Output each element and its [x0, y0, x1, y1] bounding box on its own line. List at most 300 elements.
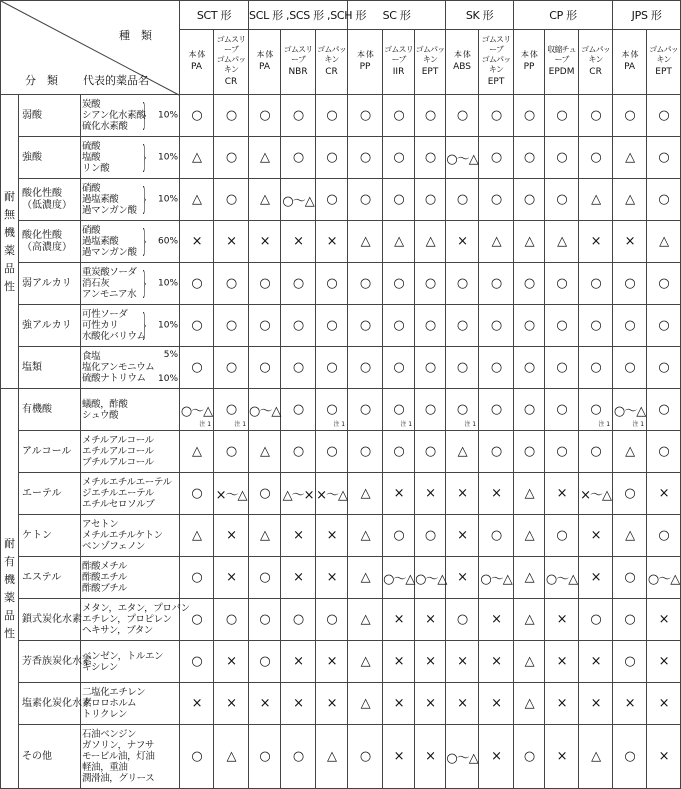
- material-label: NBR: [288, 67, 308, 78]
- rating-cell: [446, 137, 479, 179]
- rating-symbol: ○: [624, 318, 635, 333]
- rating-cell: [647, 389, 681, 431]
- rating-symbol: ○: [326, 108, 337, 123]
- rating-symbol: ○: [556, 402, 567, 417]
- rating-symbol: ×: [556, 696, 567, 711]
- rating-cell: [545, 347, 579, 389]
- rating-symbol: △: [360, 528, 370, 543]
- rating-cell: [514, 347, 545, 389]
- rating-symbol: ○: [259, 654, 270, 669]
- rating-symbol: ○: [456, 276, 468, 291]
- rating-symbol: ○: [523, 276, 535, 291]
- group-label-char: 耐: [4, 536, 15, 550]
- part-label: 本 体: [621, 50, 638, 60]
- brace-icon: }: [141, 139, 148, 175]
- chemical-class: [19, 641, 92, 683]
- rating-symbol: ○: [359, 749, 371, 764]
- rating-cell: [415, 347, 446, 389]
- rating-cell: [348, 305, 383, 347]
- part-header: [647, 30, 681, 95]
- rating-symbol: ○: [556, 192, 567, 207]
- series-header: [180, 1, 249, 30]
- drug-name: ガソリン，ナフサ: [82, 739, 155, 751]
- drug-list: [82, 561, 127, 595]
- rating-note: 注 1: [234, 421, 247, 428]
- drug-name: 二塩化エチレン: [82, 686, 146, 698]
- rating-symbol: △: [226, 749, 236, 764]
- part-header: [383, 30, 415, 95]
- rating-cell: [446, 95, 479, 137]
- rating-cell: [545, 179, 579, 221]
- rating-cell: [613, 263, 647, 305]
- rating-symbol: ×: [326, 570, 337, 585]
- part-label: ゴムパッキン: [581, 45, 610, 65]
- rating-symbol: ○: [424, 444, 436, 459]
- rating-symbol: ○: [624, 276, 635, 291]
- rating-cell: [479, 725, 514, 789]
- rating-cell: [383, 431, 415, 473]
- rating-symbol: ×: [457, 696, 468, 711]
- rating-cell: [545, 263, 579, 305]
- chemical-class-line: 弱アルカリ: [22, 277, 72, 289]
- rating-symbol: ○: [590, 612, 601, 627]
- rating-symbol: ×: [425, 654, 436, 669]
- rating-symbol: ○: [658, 192, 669, 207]
- drug-name: メチルエチルエーテル: [82, 476, 172, 488]
- rating-cell: [316, 641, 348, 683]
- rating-cell: [249, 347, 281, 389]
- rating-cell: [415, 641, 446, 683]
- drug-name: 水酸化バリウム: [82, 331, 146, 343]
- rating-symbol: ○: [191, 318, 202, 333]
- rating-cell: [479, 515, 514, 557]
- rating-symbol: ○: [292, 276, 304, 291]
- rating-cell: [383, 641, 415, 683]
- drug-name: キシレン: [82, 661, 118, 673]
- rating-cell: [180, 431, 214, 473]
- rating-cell: [613, 599, 647, 641]
- rating-symbol: ○: [225, 360, 237, 375]
- rating-symbol: ×: [226, 528, 236, 543]
- rating-cell: [383, 599, 415, 641]
- rating-cell: [281, 95, 316, 137]
- rating-cell: [316, 137, 348, 179]
- rating-cell: [514, 515, 545, 557]
- rating-cell: [479, 137, 514, 179]
- table-row: [1, 389, 681, 431]
- rating-cell: [281, 263, 316, 305]
- rating-symbol: ○: [424, 108, 436, 123]
- rating-cell: [415, 599, 446, 641]
- rating-cell: [281, 557, 316, 599]
- rating-cell: [545, 389, 579, 431]
- rating-cell: [249, 137, 281, 179]
- rating-symbol: ○: [556, 360, 567, 375]
- header-corner: [1, 1, 180, 95]
- rating-symbol: ○: [225, 150, 237, 165]
- drug-name: 硫酸ナトリウム: [82, 373, 146, 385]
- rating-symbol: ○: [393, 108, 404, 123]
- rating-symbol: ×: [326, 696, 337, 711]
- drug-name: 塩化アンモニウム: [82, 361, 155, 373]
- series-header: [613, 1, 681, 30]
- drug-name: 酢酸メチル: [82, 560, 128, 572]
- chemical-class-line: 酸化性酸: [22, 187, 62, 199]
- rating-note: 注 1: [598, 421, 611, 428]
- rating-cell: [579, 347, 613, 389]
- rating-symbol: ×: [491, 696, 502, 711]
- group-label-char: 機: [4, 572, 15, 586]
- representative-drugs: [81, 431, 180, 473]
- part-label: ゴムパッキン: [649, 45, 678, 65]
- table-row: [1, 515, 681, 557]
- brace-icon: }: [141, 223, 148, 259]
- drug-list: [82, 309, 146, 343]
- rating-cell: [214, 347, 249, 389]
- drug-name: 石油ベンジン: [82, 728, 137, 740]
- rating-cell: [249, 641, 281, 683]
- drug-name: 酢酸エチル: [82, 571, 128, 583]
- rating-symbol: ○: [326, 150, 337, 165]
- rating-cell: [249, 179, 281, 221]
- material-label: CR: [224, 77, 238, 88]
- concentration: 10%: [158, 320, 179, 331]
- rating-symbol: △: [625, 444, 635, 459]
- rating-cell: [316, 515, 348, 557]
- rating-symbol: ○: [658, 402, 669, 417]
- rating-cell: [514, 725, 545, 789]
- rating-symbol: ○〜△: [383, 572, 415, 587]
- part-header: [579, 30, 613, 95]
- material-label: ABS: [453, 62, 471, 73]
- table-row: [1, 473, 681, 515]
- rating-symbol: ○: [590, 108, 601, 123]
- rating-symbol: ○: [393, 276, 404, 291]
- rating-note: 注 1: [199, 421, 212, 428]
- rating-cell: [613, 641, 647, 683]
- rating-cell: [647, 221, 681, 263]
- rating-cell: [545, 641, 579, 683]
- rating-symbol: ×: [590, 696, 601, 711]
- rating-cell: [249, 599, 281, 641]
- drug-name: 酢酸ブチル: [82, 583, 128, 595]
- series-name: SCL 形 ,SCS 形 ,SCH 形: [249, 9, 367, 22]
- rating-cell: [514, 389, 545, 431]
- rating-cell: [415, 305, 446, 347]
- rating-symbol: ○: [424, 150, 436, 165]
- rating-symbol: ×: [393, 612, 404, 627]
- rating-cell: [415, 473, 446, 515]
- rating-symbol: ○〜△: [282, 194, 314, 209]
- rating-cell: [383, 263, 415, 305]
- rating-symbol: ○: [490, 402, 502, 417]
- rating-cell: [514, 557, 545, 599]
- rating-cell: [316, 95, 348, 137]
- table-row: [1, 641, 681, 683]
- rating-cell: [180, 95, 214, 137]
- chemical-class-line: その他: [22, 750, 52, 762]
- rating-cell: [613, 473, 647, 515]
- rating-symbol: ○: [225, 612, 237, 627]
- part-label: 本 体: [520, 50, 538, 60]
- rating-cell: [647, 431, 681, 473]
- rating-symbol: ○: [191, 654, 202, 669]
- rating-cell: [613, 557, 647, 599]
- rating-symbol: ×: [658, 696, 669, 711]
- concentration: 10%: [158, 278, 179, 289]
- rating-cell: [514, 221, 545, 263]
- drug-list: [82, 728, 154, 784]
- rating-symbol: ○: [225, 276, 237, 291]
- corner-kind-label: 種 類: [119, 29, 152, 42]
- rating-cell: [348, 263, 383, 305]
- drug-list: [82, 351, 154, 385]
- rating-cell: [316, 305, 348, 347]
- rating-cell: [446, 557, 479, 599]
- rating-symbol: ○: [456, 108, 468, 123]
- rating-symbol: ○: [658, 108, 669, 123]
- rating-symbol: ○: [326, 444, 337, 459]
- chemical-class: [19, 137, 81, 179]
- rating-symbol: ○: [393, 444, 404, 459]
- rating-symbol: ×: [293, 570, 303, 585]
- rating-symbol: ○: [658, 150, 669, 165]
- representative-drugs: [81, 683, 180, 725]
- rating-cell: [415, 431, 446, 473]
- part-label: ゴムスリーブ: [283, 45, 313, 65]
- series-name: SC 形: [382, 9, 411, 22]
- rating-symbol: △: [524, 570, 534, 585]
- rating-cell: [446, 515, 479, 557]
- rating-cell: [545, 473, 579, 515]
- part-label: ゴムスリーブ ゴムパッキン: [216, 35, 246, 75]
- table-row: [1, 683, 681, 725]
- rating-symbol: △: [192, 528, 202, 543]
- drug-name: ブチルアルコール: [82, 457, 154, 469]
- drug-name: 過マンガン酸: [82, 205, 137, 217]
- rating-cell: [415, 725, 446, 789]
- rating-cell: [479, 683, 514, 725]
- rating-symbol: ○: [292, 612, 304, 627]
- rating-cell: [613, 347, 647, 389]
- group-label-char: 品: [4, 608, 15, 622]
- rating-symbol: ×: [457, 654, 468, 669]
- drug-name: 重炭酸ソーダ: [82, 266, 137, 278]
- rating-symbol: △: [360, 570, 370, 585]
- rating-cell: [613, 431, 647, 473]
- rating-cell: [545, 95, 579, 137]
- material-label: EPT: [655, 67, 672, 78]
- material-label: PA: [259, 62, 271, 73]
- table-row: [1, 221, 681, 263]
- rating-symbol: ○: [326, 276, 337, 291]
- part-label: ゴムスリーブ ゴムパッキン: [481, 35, 511, 75]
- representative-drugs: [81, 599, 190, 641]
- series-name: JPS 形: [631, 9, 662, 22]
- concentration: 10%: [158, 374, 179, 385]
- representative-drugs: [81, 305, 180, 347]
- rating-cell: [249, 473, 281, 515]
- rating-cell: [281, 725, 316, 789]
- rating-symbol: ○: [292, 402, 304, 417]
- rating-symbol: ○: [424, 276, 436, 291]
- representative-drugs: [81, 221, 180, 263]
- rating-cell: [613, 725, 647, 789]
- rating-cell: [514, 179, 545, 221]
- rating-cell: [479, 641, 514, 683]
- rating-cell: [348, 641, 383, 683]
- rating-symbol: ○: [359, 402, 371, 417]
- rating-cell: [579, 473, 613, 515]
- rating-symbol: △: [260, 150, 270, 165]
- part-header: [180, 30, 214, 95]
- rating-symbol: ○: [523, 150, 535, 165]
- rating-symbol: △: [524, 696, 534, 711]
- rating-symbol: ×: [293, 696, 303, 711]
- rating-cell: [579, 221, 613, 263]
- rating-cell: [180, 599, 214, 641]
- drug-name: 軽油，重油: [82, 762, 128, 774]
- drug-list: [82, 183, 137, 217]
- rating-cell: [214, 137, 249, 179]
- rating-cell: [316, 473, 348, 515]
- rating-cell: [214, 683, 249, 725]
- rating-symbol: ○: [393, 318, 404, 333]
- rating-cell: [348, 179, 383, 221]
- rating-symbol: △: [425, 234, 435, 249]
- rating-cell: [479, 95, 514, 137]
- rating-symbol: ○: [292, 360, 304, 375]
- rating-symbol: △: [524, 612, 534, 627]
- drug-name: ベンゾフェノン: [82, 541, 146, 553]
- rating-cell: [214, 557, 249, 599]
- rating-symbol: ×: [293, 234, 303, 249]
- series-header: [446, 1, 514, 30]
- table-row: [1, 599, 681, 641]
- table-row: [1, 137, 681, 179]
- rating-cell: [383, 179, 415, 221]
- table-row: [1, 347, 681, 389]
- rating-symbol: ×: [393, 486, 404, 501]
- rating-symbol: △: [524, 654, 534, 669]
- chemical-class: [19, 221, 81, 263]
- drug-list: [82, 650, 163, 672]
- rating-symbol: ○: [259, 612, 270, 627]
- chemical-class: [19, 473, 81, 515]
- rating-symbol: ×: [226, 570, 236, 585]
- rating-symbol: ○: [456, 612, 468, 627]
- rating-cell: [316, 221, 348, 263]
- rating-symbol: ○: [456, 402, 468, 417]
- rating-cell: [545, 137, 579, 179]
- corner-class-label: 分 類: [25, 74, 58, 87]
- rating-cell: [479, 389, 514, 431]
- part-label: ゴムスリーブ: [384, 45, 413, 65]
- rating-cell: [479, 557, 514, 599]
- group-label: [1, 389, 19, 789]
- representative-drugs: [81, 641, 180, 683]
- part-label: 本 体: [256, 50, 273, 60]
- chemical-class-line: 強アルカリ: [22, 319, 72, 331]
- drug-name: 炭酸: [82, 98, 101, 110]
- rating-cell: [446, 389, 479, 431]
- rating-symbol: ○〜△: [415, 572, 447, 587]
- group-label-char: 機: [4, 225, 15, 239]
- rating-symbol: ○: [359, 444, 371, 459]
- rating-symbol: △: [524, 234, 534, 249]
- rating-symbol: ○: [490, 528, 502, 543]
- rating-symbol: ×: [226, 654, 236, 669]
- rating-cell: [479, 599, 514, 641]
- rating-symbol: ○: [658, 360, 669, 375]
- chemical-class: [19, 557, 81, 599]
- rating-symbol: ×: [658, 486, 669, 501]
- rating-cell: [415, 179, 446, 221]
- rating-cell: [316, 263, 348, 305]
- drug-name: 硝酸: [82, 182, 101, 194]
- rating-symbol: ○: [658, 276, 669, 291]
- drug-name: メチルアルコール: [82, 434, 154, 446]
- rating-symbol: ×: [590, 528, 601, 543]
- rating-cell: [647, 683, 681, 725]
- drug-name: リン酸: [82, 163, 110, 175]
- rating-cell: [383, 557, 415, 599]
- rating-cell: [383, 389, 415, 431]
- rating-cell: [281, 221, 316, 263]
- rating-cell: [214, 431, 249, 473]
- representative-drugs: [81, 347, 180, 389]
- rating-symbol: ○: [624, 749, 635, 764]
- rating-symbol: ×: [191, 234, 202, 249]
- rating-symbol: ×: [590, 654, 601, 669]
- drug-list: [82, 519, 163, 553]
- rating-symbol: ○: [490, 192, 502, 207]
- rating-cell: [514, 683, 545, 725]
- part-header: [415, 30, 446, 95]
- rating-symbol: ○: [191, 276, 202, 291]
- rating-symbol: ○: [225, 402, 237, 417]
- part-label: 収縮チューブ: [547, 45, 576, 65]
- rating-cell: [514, 641, 545, 683]
- table-row: [1, 305, 681, 347]
- rating-symbol: △: [360, 486, 370, 501]
- drug-list: [82, 141, 109, 175]
- chemical-class: [19, 725, 81, 789]
- drug-name: ヘキサン，ブタン: [82, 625, 153, 637]
- rating-cell: [415, 515, 446, 557]
- rating-symbol: △: [625, 192, 635, 207]
- rating-symbol: ○〜△: [180, 404, 213, 419]
- rating-symbol: ○: [359, 108, 371, 123]
- rating-symbol: ×〜△: [215, 488, 247, 503]
- chemical-class-line: 弱酸: [22, 109, 42, 121]
- rating-symbol: ×: [624, 696, 635, 711]
- series-name: CP 形: [549, 9, 577, 22]
- rating-cell: [214, 389, 249, 431]
- rating-cell: [348, 725, 383, 789]
- rating-cell: [579, 515, 613, 557]
- rating-symbol: ○: [191, 749, 202, 764]
- representative-drugs: [81, 137, 180, 179]
- rating-cell: [479, 263, 514, 305]
- rating-cell: [214, 515, 249, 557]
- rating-symbol: ×: [491, 654, 502, 669]
- drug-name: 蟻酸，酢酸: [82, 398, 128, 410]
- group-label-char: 無: [4, 207, 15, 221]
- chemical-class-line: 塩類: [22, 361, 42, 373]
- material-label: IIR: [392, 67, 405, 78]
- table-row: [1, 557, 681, 599]
